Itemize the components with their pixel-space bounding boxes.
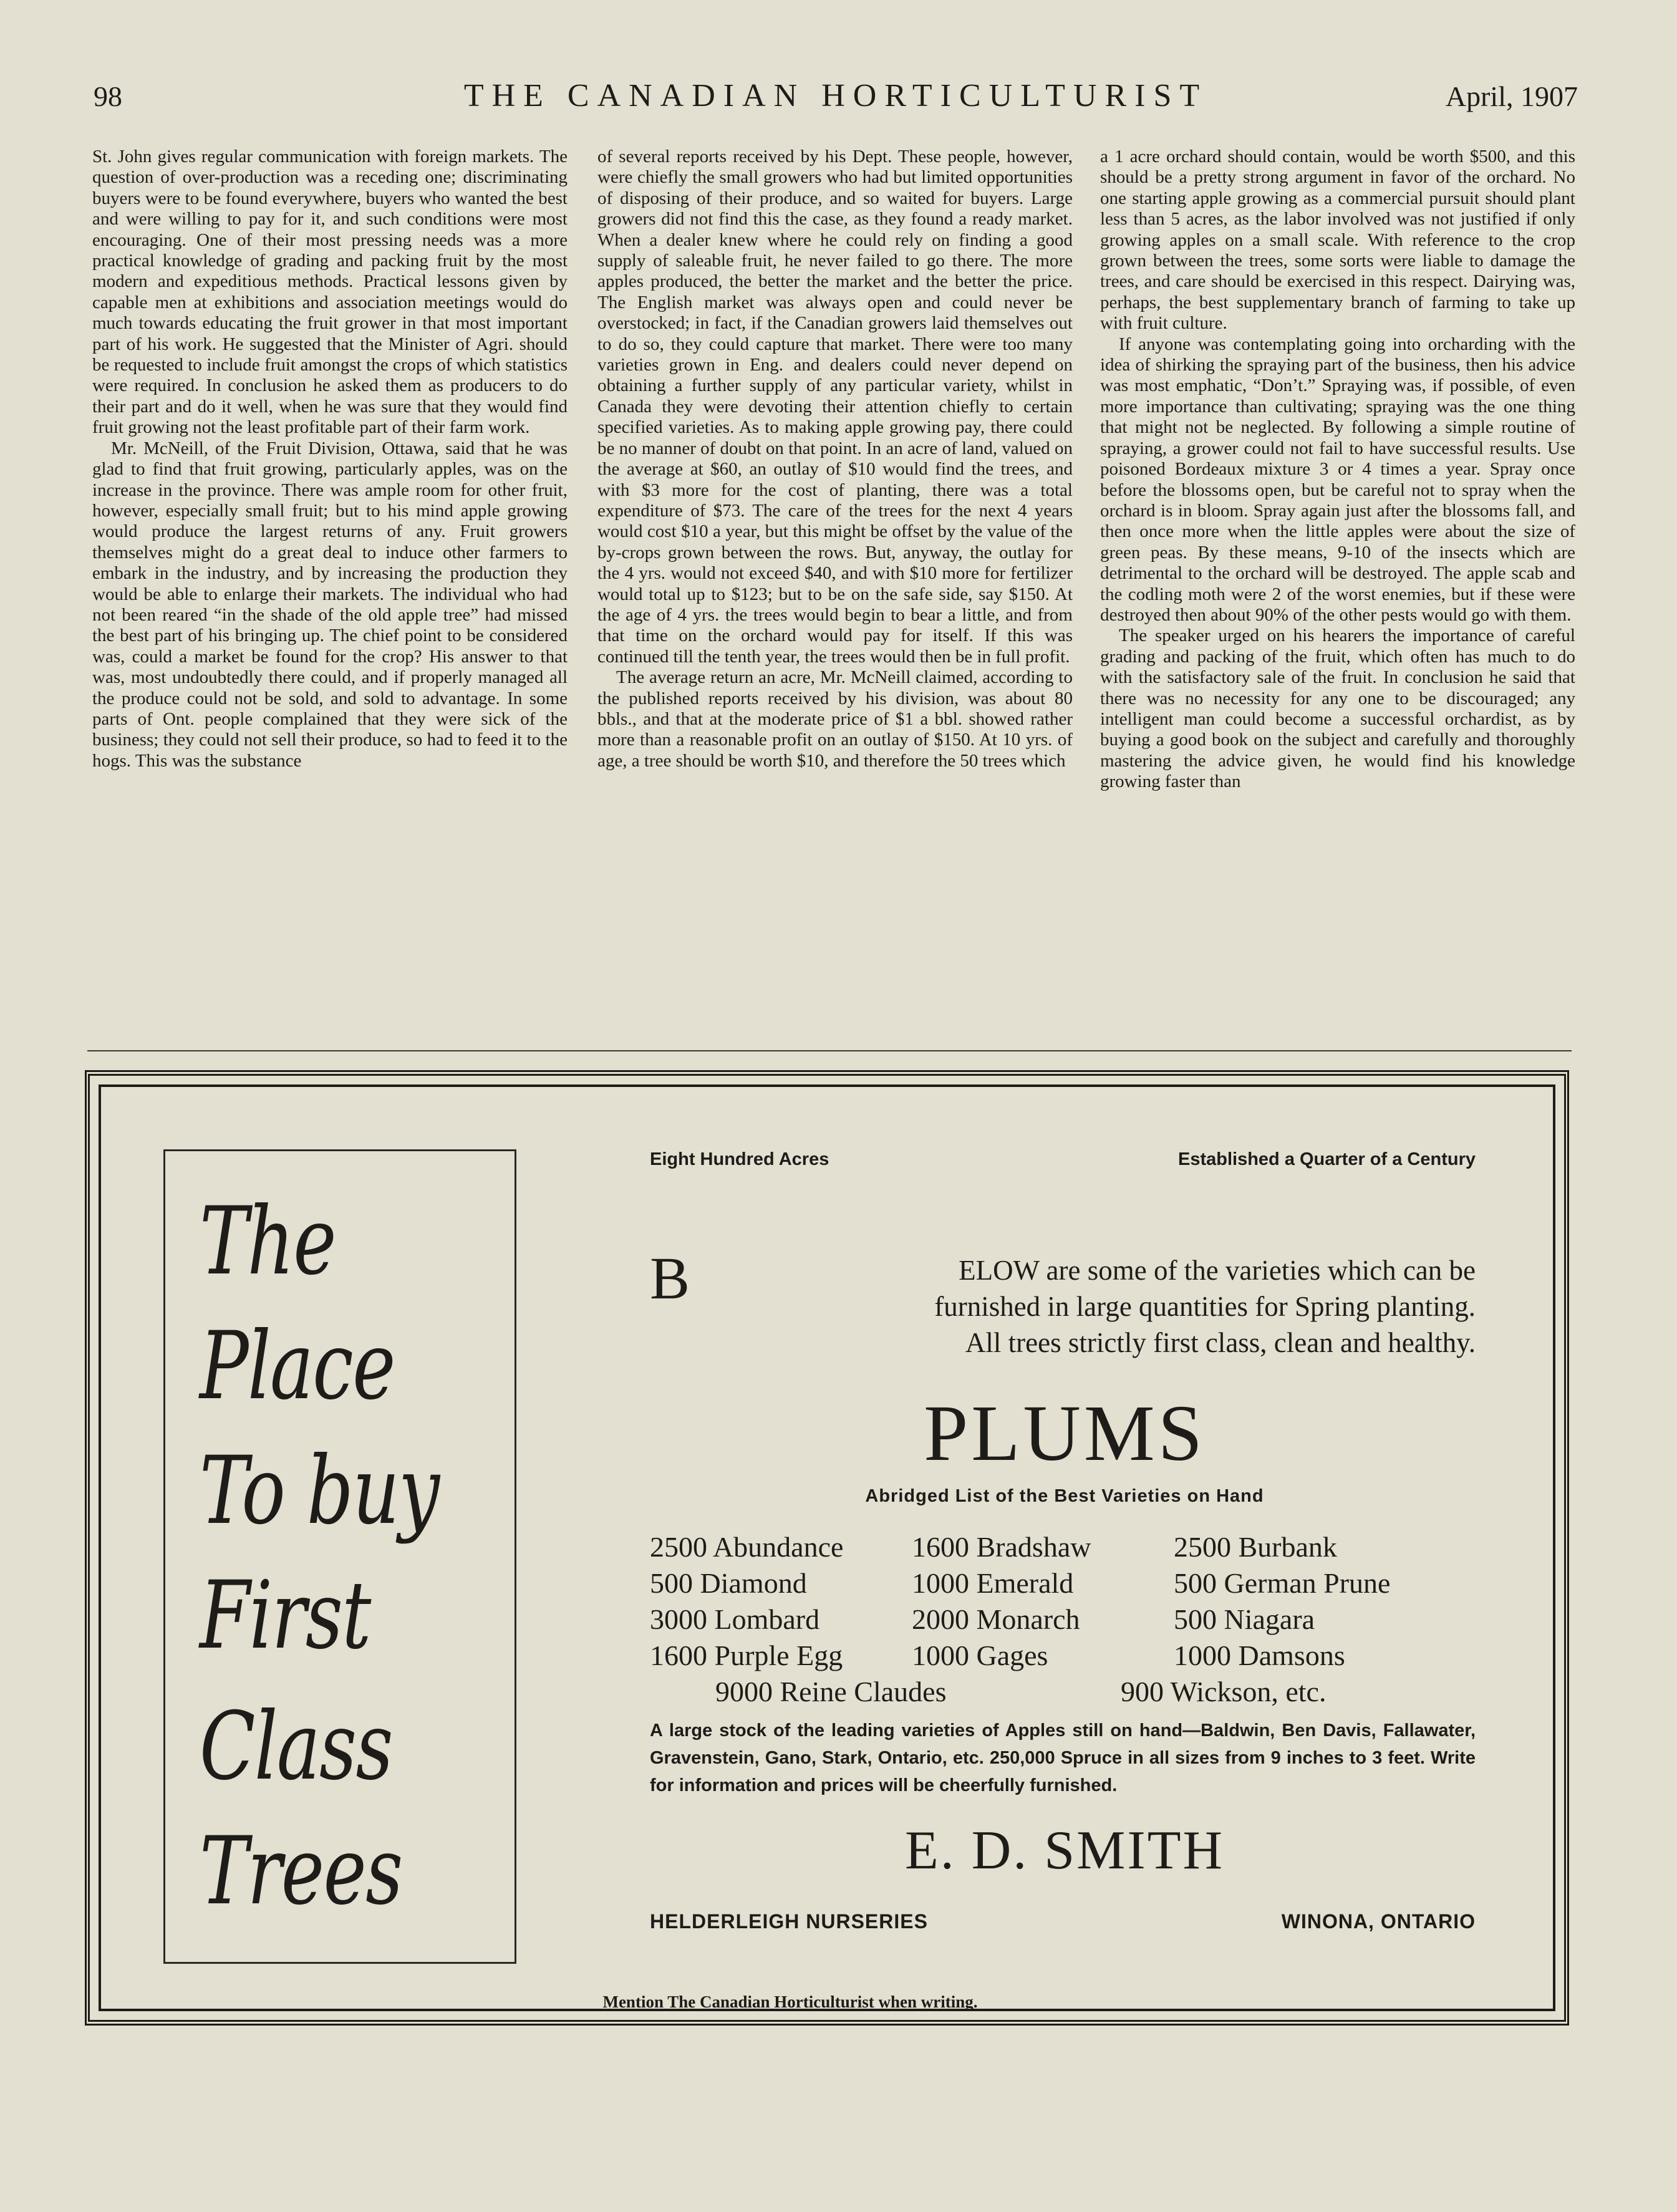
stock-note: A large stock of the leading varieties of Apples still on hand—Baldwin, Ben Davis, Fallawater, Gravenstein, Gano, Stark, Ontario, etc. 250,000 Spruce in all sizes from 9 inches to 3 feet. Write for information and prices will be cheerfully furnished. — [650, 1721, 1476, 1795]
intro-text — [650, 1245, 1476, 1361]
variety-item: 500 Niagara — [1174, 1603, 1315, 1635]
acreage-tagline: Eight Hundred Acres — [650, 1149, 829, 1169]
variety-item: 2500 Burbank — [1174, 1531, 1337, 1563]
slogan-line: The — [200, 1187, 336, 1296]
variety-item: 1000 Emerald — [912, 1567, 1074, 1599]
article-paragraph: a 1 acre orchard should contain, would be worth $500, and this should be a pretty strong argument in favor of the orchard. No one starting apple growing as a commercial pursuit should plant less than 5 acres, as the labor involved was not justified if only growing apples on a small scale. With reference to the crop grown between the trees, some sorts were liable to damage the trees, and care should be exercised in this respect. Dairying was, perhaps, the best supplementary branch of farming to take up with fruit culture. — [1100, 147, 1575, 334]
article-paragraph: Mr. McNeill, of the Fruit Division, Ottawa, said that he was glad to find that fruit growing, particularly apples, was on the increase in the province. There was ample room for other fruit, however, especially small fruit; but to his mind apple growing would produce the largest returns of any. Fruit growers themselves might do a great deal to induce other farmers to embark in the industry, and by increasing the production they would be able to enlarge their markets. The individual who had not been reared “in the shade of the old apple tree” had missed the best part of his bringing up. The chief point to be considered was, could a market be found for the crop? His answer to that was, most undoubtedly there could, and if properly managed all the produce could not be sold, and sold to advantage. In some parts of Ont. people complained that they were sick of the business; they could not sell their produce, so had to feed it to the hogs. This was the substance — [92, 438, 568, 771]
drop-cap: B — [650, 1245, 690, 1311]
issue-date: April, 1907 — [1445, 80, 1578, 112]
established-tagline: Established a Quarter of a Century — [1177, 1149, 1476, 1169]
variety-item: 500 German Prune — [1174, 1567, 1391, 1599]
variety-item: 1600 Purple Egg — [650, 1640, 843, 1671]
variety-item: 1000 Gages — [912, 1640, 1048, 1671]
variety-item: 3000 Lombard — [650, 1603, 820, 1635]
ad-heading: PLUMS — [924, 1389, 1206, 1477]
page-number: 98 — [94, 80, 122, 112]
section-divider — [87, 1050, 1572, 1051]
advertisement-frame — [99, 1084, 1555, 2011]
slogan-line: To buy — [200, 1437, 439, 1545]
variety-item: 900 Wickson, etc. — [1121, 1676, 1327, 1707]
article-paragraph: If anyone was contemplating going into orcharding with the idea of shirking the spraying part of the business, then his advice was most emphatic, “Don’t.” Spraying was, if possible, of even more importance than cultivating; spraying was the one thing that might not be neglected. By following a simple routine of spraying, a grower could not fail to have successful results. Use poisoned Bordeaux mixture 3 or 4 times a year. Spray once before the blossoms open, but be careful not to spray when the orchard is in bloom. Spray again just after the blossoms fall, and then once more when the little apples were about the size of green peas. By these means, 9-10 of the insects which are detrimental to the orchard will be destroyed. The apple scab and the codling moth were 2 of the worst enemies, but if these were destroyed then about 90% of the other pests would go with them. — [1100, 334, 1575, 625]
article-column-3 — [1100, 147, 1575, 1041]
variety-item: 2000 Monarch — [912, 1603, 1080, 1635]
advertisement — [85, 1070, 1569, 2026]
variety-item: 1000 Damsons — [1174, 1640, 1345, 1671]
company-name: E. D. SMITH — [904, 1820, 1225, 1881]
intro-line: furnished in large quantities for Spring planting. — [934, 1291, 1476, 1322]
advertisement-copy — [602, 1087, 1479, 2016]
article-paragraph: St. John gives regular communication with foreign markets. The question of over-production was a receding one; discriminating buyers were to be found everywhere, buyers who wanted the best and were willing to pay for it, and such conditions were most encouraging. One of their most pressing needs was a more practical knowledge of grading and packing fruit by the most modern and expeditious methods. Practical lessons given by capable men at exhibitions and association meetings would do much towards educating the fruit grower in that most important part of his work. He suggested that the Minister of Agri. should be requested to include fruit amongst the crops of which statistics were required. In conclusion he asked them as producers to do their part and do it well, when he was sure that they would find fruit growing not the least profitable part of their farm work. — [92, 147, 568, 438]
article-body — [92, 147, 1575, 1041]
mention-note: Mention The Canadian Horticulturist when writing. — [602, 1992, 978, 2011]
slogan-line: Place — [200, 1312, 395, 1421]
article-column-2 — [597, 147, 1073, 1041]
page-header — [94, 75, 1578, 125]
slogan-line: Trees — [200, 1817, 402, 1926]
variety-item: 9000 Reine Claudes — [715, 1676, 947, 1707]
nursery-location: WINONA, ONTARIO — [1281, 1910, 1476, 1933]
article-paragraph: of several reports received by his Dept. These people, however, were chiefly the small growers who had but limited opportunities of disposing of their produce, and so waited for buyers. Large growers did not find this the case, as they found a ready market. When a dealer knew where he could rely on finding a good supply of saleable fruit, he never failed to go there. The more apples produced, the better the market and the better the price. The English market was always open and could never be overstocked; in fact, if the Canadian growers laid themselves out to do so, they could capture that market. There were too many varieties grown in Eng. and dealers could never depend on obtaining a further supply of any particular variety, whilst in Canada they were devoting their attention chiefly to certain specified varieties. As to making apple growing pay, there could be no manner of doubt on that point. In an acre of land, valued on the average at $60, an outlay of $10 would find the trees, and with $3 more for the cost of planting, there was a total expenditure of $73. The care of the trees for the next 4 years would cost $10 a year, but this might be offset by the value of the by-crops grown between the rows. But, anyway, the outlay for the 4 yrs. would not exceed $40, and with $10 more for fertilizer would total up to $123; but to be on the safe side, say $150. At the age of 4 yrs. the trees would begin to bear a little, and from that time on the orchard would pay for itself. If this was continued till the tenth year, the trees would then be in full profit. — [597, 147, 1073, 667]
article-paragraph: The speaker urged on his hearers the importance of careful grading and packing of the fruit, which often has much to do with the satisfactory sale of the fruit. In conclusion he said that there was no necessity for any one to be discouraged; any intelligent man could become a successful orchardist, as by buying a good book on the subject and carefully and thoroughly mastering the advice given, he would find his knowledge growing faster than — [1100, 625, 1575, 792]
intro-line: ELOW are some of the varieties which can be — [959, 1255, 1476, 1286]
variety-item: 2500 Abundance — [650, 1531, 844, 1563]
intro-line: All trees strictly first class, clean and healthy. — [965, 1327, 1476, 1358]
variety-item: 500 Diamond — [650, 1567, 807, 1599]
journal-title: THE CANADIAN HORTICULTURIST — [463, 78, 1208, 113]
slogan-line: First — [200, 1562, 370, 1670]
slogan-box — [163, 1149, 516, 1964]
nursery-name: HELDERLEIGH NURSERIES — [650, 1910, 928, 1933]
slogan-line: Class — [200, 1693, 392, 1801]
ad-subheading: Abridged List of the Best Varieties on Hand — [865, 1486, 1264, 1506]
article-paragraph: The average return an acre, Mr. McNeill claimed, according to the published reports received by his division, was about 80 bbls., and that at the moderate price of $1 a bbl. showed rather more than a reasonable profit on an outlay of $150. At 10 yrs. of age, a tree should be worth $10, and therefore the 50 trees which — [597, 667, 1073, 771]
article-column-1 — [92, 147, 568, 1041]
variety-item: 1600 Bradshaw — [912, 1531, 1091, 1563]
